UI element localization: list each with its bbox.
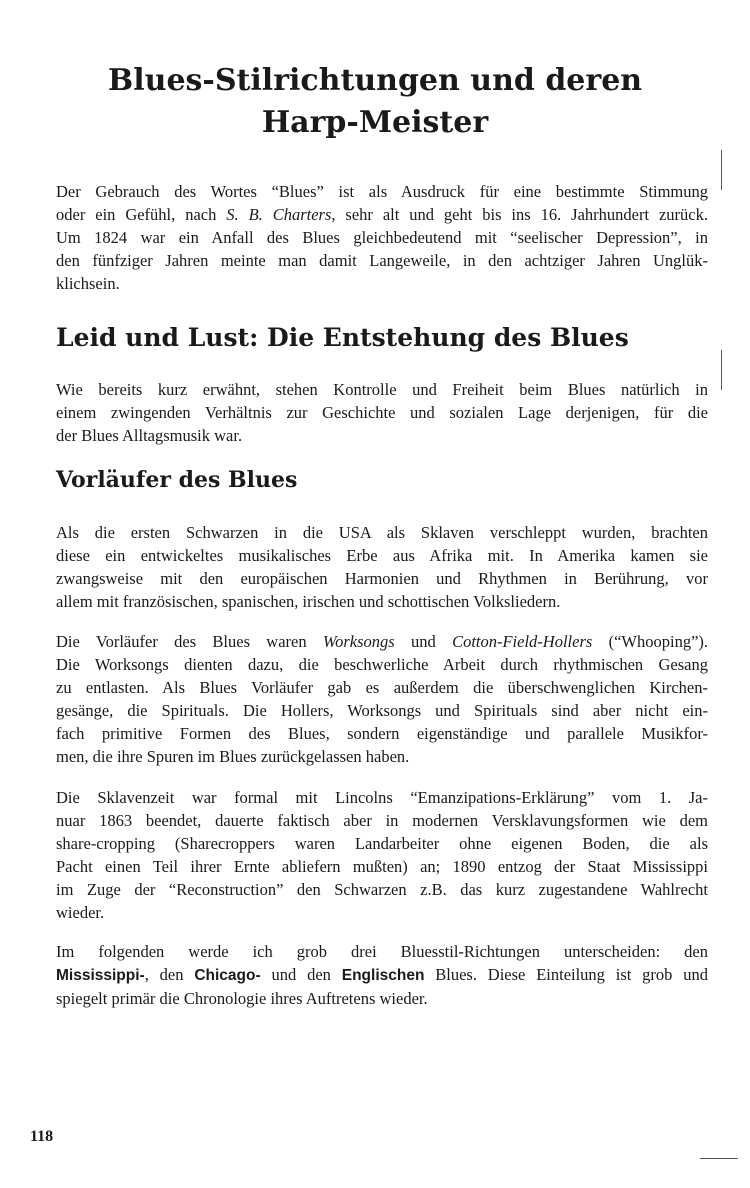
author-name: S. B. Charters	[226, 205, 332, 224]
text-line: Mississippi-, den Chicago- und den Englischen Blues. Diese Einteilung ist grob und	[56, 965, 709, 984]
paragraph-leid-lust	[56, 378, 708, 447]
text-line: nuar 1863 beendet, dauerte faktisch aber in modernen Versklavungsformen wie dem	[56, 811, 708, 830]
text-line: im Zuge der “Reconstruction” den Schwarzen z.B. das kurz zugestandene Wahlrecht	[56, 880, 708, 899]
text-line: share-cropping (Sharecroppers waren Landarbeiter ohne eigenen Boden, die als	[56, 834, 708, 853]
title-line-2: Harp-Meister	[261, 105, 489, 140]
text-line: Als die ersten Schwarzen in die USA als Sklaven verschleppt wurden, brachten	[56, 523, 708, 542]
paragraph-stilrichtungen	[56, 940, 708, 1010]
page-title	[80, 60, 670, 144]
title-line-1: Blues-Stilrichtungen und deren	[107, 63, 643, 98]
page-number: 118	[30, 1128, 54, 1145]
text-line: Um 1824 war ein Anfall des Blues gleichbedeutend mit “seelischer Depression”, in	[56, 228, 708, 247]
text-line: zu entlasten. Als Blues Vorläufer gab es außerdem die überschwenglichen Kirchen-	[56, 678, 708, 697]
text-line: spiegelt primär die Chronologie ihres Auftretens wieder.	[56, 989, 428, 1008]
text-line: Wie bereits kurz erwähnt, stehen Kontrolle und Freiheit beim Blues natürlich in	[56, 380, 708, 399]
term-worksongs: Worksongs	[322, 632, 395, 651]
term-englischen: Englischen	[341, 967, 425, 984]
scan-edge-mark	[721, 350, 722, 390]
text-line: wieder.	[56, 903, 105, 922]
text-line: men, die ihre Spuren im Blues zurückgelassen haben.	[56, 747, 410, 766]
term-hollers: Cotton-Field-Hollers	[452, 632, 593, 651]
scan-edge-mark	[700, 1158, 738, 1159]
paragraph-worksongs	[56, 630, 708, 768]
text-line: Pacht einen Teil ihrer Ernte abliefern mußten) an; 1890 entzog der Staat Mississippi	[56, 857, 708, 876]
text-line: klichsein.	[56, 274, 120, 293]
text-line: Im folgenden werde ich grob drei Bluesstil-Richtungen unterscheiden: den	[56, 942, 708, 961]
text-line: fach primitive Formen des Blues, sondern eigenständige und parallele Musikfor-	[56, 724, 708, 743]
text-line: Der Gebrauch des Wortes “Blues” ist als Ausdruck für eine bestimmte Stimmung	[56, 182, 708, 201]
text-line: oder ein Gefühl, nach S. B. Charters, sehr alt und geht bis ins 16. Jahrhundert zurück.	[56, 205, 708, 224]
text-line: gesänge, die Spirituals. Die Hollers, Worksongs und Spirituals sind aber nicht ein-	[56, 701, 708, 720]
scan-edge-mark	[721, 150, 722, 190]
text-line: allem mit französischen, spanischen, irischen und schottischen Volksliedern.	[56, 592, 561, 611]
text-line: der Blues Alltagsmusik war.	[56, 426, 243, 445]
section-heading-vorlaeufer: Vorläufer des Blues	[56, 467, 298, 493]
text-line: zwangsweise mit den europäischen Harmonien und Rhythmen in Berührung, vor	[56, 569, 708, 588]
text-line: Die Sklavenzeit war formal mit Lincolns “Emanzipations-Erklärung” vom 1. Ja-	[56, 788, 708, 807]
section-heading-entstehung: Leid und Lust: Die Entstehung des Blues	[56, 323, 629, 352]
text-line: einem zwingenden Verhältnis zur Geschichte und sozialen Lage derjenigen, für die	[56, 403, 708, 422]
text-line: den fünfziger Jahren meinte man damit Langeweile, in den achtziger Jahren Unglük-	[56, 251, 708, 270]
term-chicago: Chicago-	[194, 967, 261, 984]
paragraph-sklavenzeit	[56, 786, 708, 924]
text-line: Die Vorläufer des Blues waren Worksongs und Cotton-Field-Hollers (“Whooping”).	[56, 632, 709, 651]
text-line: Die Worksongs dienten dazu, die beschwerliche Arbeit durch rhythmischen Gesang	[56, 655, 708, 674]
paragraph-sklaven	[56, 521, 708, 613]
text-line: diese ein entwickeltes musikalisches Erbe aus Afrika mit. In Amerika kamen sie	[56, 546, 708, 565]
intro-paragraph	[56, 180, 708, 295]
term-mississippi: Mississippi-	[56, 967, 145, 984]
